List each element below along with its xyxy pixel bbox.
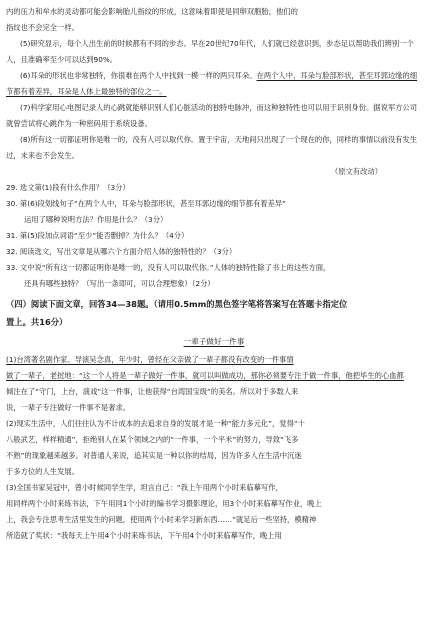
question-list <box>6 180 422 292</box>
paragraph-6-text: (6)耳朵的形状也非常独特，你很难在两个人中找到一模一样的两只耳朵。 <box>20 71 257 80</box>
question-33-continued: 还具有哪些独特？（写出一条即可，可以合理想象）（2分） <box>24 279 215 288</box>
essay-line: (3)全国书家吴冠中，曾小时候同学生学，坦言自己：“我上午用两个小时来临摹写作， <box>6 483 283 492</box>
source-note: （原文有改动） <box>330 167 382 176</box>
reading-passage-1 <box>6 4 422 180</box>
section-heading: （四）阅读下面文章，回答34—38题。（请用0.5mm的黑色签字笔将答案写在答题卡指定位 <box>6 299 348 309</box>
underlined-sentence: 在两个人中，耳朵与脸部形状，甚至耳郭边缘的细节都有着差异，耳朵是人体上最独特的部位之一。 <box>6 71 418 96</box>
essay-line: 做了一辈子，老挝地：“这一个人将是一辈子做好一件事，就可以叫做成功，那你必须要专注于做一件事，他把毕生的心血都 <box>6 371 404 380</box>
essay-line: 于多方位的人生发展。 <box>6 467 79 476</box>
passage-text-line: 内的压力和牟水的灵动都可能会影响胎儿指纹的形成，这意味着即使是同卵双胞胎，他们的 <box>6 7 298 16</box>
question-29: 29. 选文第(1)段有什么作用？（3分） <box>6 183 130 192</box>
essay-line: 倾注在了“守门，上台，演戏”这一件事，让他获得“台湾国宝级”的美名。所以对于多数人来 <box>6 387 299 396</box>
section-heading-continued: 置上。共16分） <box>6 317 68 327</box>
essay-line: 所造就了奖状：“我每天上午用4个小时来练书法，下午用4个小时来临摹写作，晚上用 <box>6 531 282 540</box>
paragraph-7: (7)科学家用心电图记录人的心跳就能够识别人们心脏活动的独特电脉冲，而这种独特性也可以用于识别身份。据说军方公司就曾尝试将心跳作为一种密码用于系统设备。 <box>6 103 418 128</box>
essay-title <box>6 333 422 351</box>
question-33: 33. 文中说“所有这一切都证明你是唯一的，没有人可以取代你。”人体的独特性除了书上的这些方面， <box>6 263 331 272</box>
question-32: 32. 阅读选文，写出文章是从哪六个方面介绍人体的独特性的？（3分） <box>6 247 237 256</box>
essay-line: 八般武艺，样样精通”，拒绝别人在某个领域之内的“一件事，一个平米”的努力，导致“飞多 <box>6 435 299 444</box>
essay-line: 说，一辈子专注做好一件事不是奢求。 <box>6 403 131 412</box>
question-30-continued: 运用了哪种说明方法？作用是什么？（3分） <box>24 215 168 224</box>
paragraph-5: (5)研究显示，每个人出生前的时候都有不同的步态。早在20世纪70年代，人们就已经意识到，步态足以帮助我们辨别一个人，且准确率至少可以达到90%。 <box>6 39 414 64</box>
essay-line: 上，我会专注思考生活里发生的问题，使用两个小时来学习新东西……”就足后一些坚持，模精神 <box>6 515 317 524</box>
passage-text-line: 指纹也不会完全一样。 <box>6 23 79 32</box>
paragraph-6 <box>6 68 422 100</box>
essay-line: 不熟”的现象越来越多。对普通人来说，追其实是一种以你的结局，因为许多人在生活中沉迷 <box>6 451 302 460</box>
section-4 <box>6 295 422 544</box>
essay-line: (2)现实生活中，人们往往认为不计成本的去追求自身的发展才是一种“能力多元化”，觉得“十 <box>6 419 305 428</box>
question-31: 31. 第(5)段加点词语“至少”能否删掉？为什么？（4分） <box>6 231 189 240</box>
paragraph-8: (8)所有这一切都证明你是唯一的，没有人可以取代你。置于宇宙，天地间只出现了一个现在的你，同样的事情以前没有发生过，未来也不会发生。 <box>6 135 418 160</box>
essay-title-text: 一辈子做好一件事 <box>183 337 245 346</box>
question-30: 30. 第(6)段划线句子“在两个人中，耳朵与脸部形状，甚至耳郭边缘的细节都有着差异” <box>6 199 286 208</box>
essay-line: 用同样两个小时来练书法，下午用同1个小时的编书学习摄影理论，用3个小时来临摹写作业，晚上 <box>6 499 322 508</box>
essay-line: (1)台湾著名剧作家、导演吴念真，年少时，曾经在父亲做了一辈子都没有改变的一件事情 <box>6 355 294 364</box>
